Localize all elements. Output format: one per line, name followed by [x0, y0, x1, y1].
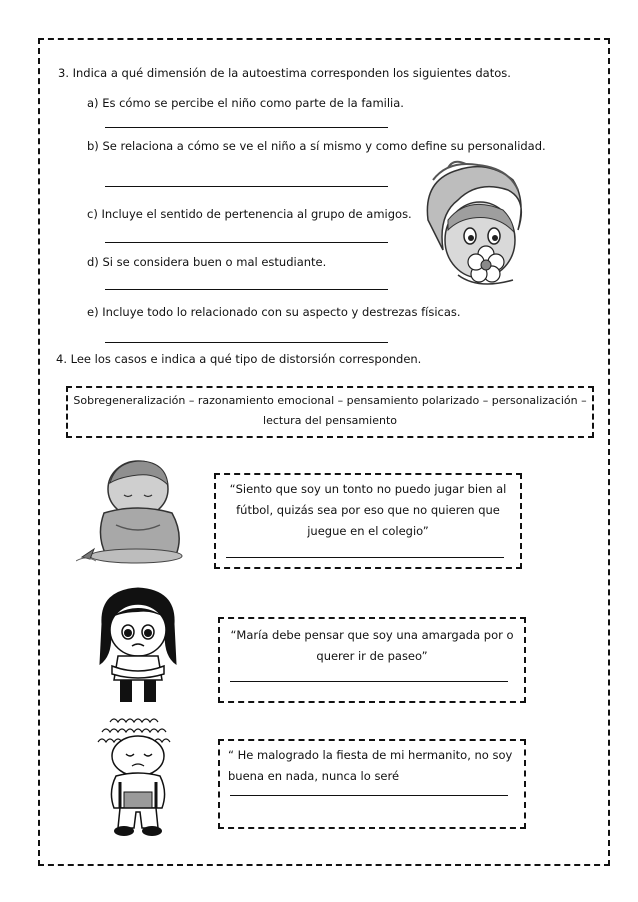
case-quote-2: “María debe pensar que soy una amargada por o querer ir de paseo”: [230, 628, 514, 663]
case-answer-line-1[interactable]: [226, 557, 504, 558]
question-3-title: 3. Indica a qué dimensión de la autoestima corresponden los siguientes datos.: [58, 66, 511, 80]
answer-line-c[interactable]: [105, 242, 388, 243]
case-answer-line-2[interactable]: [230, 681, 508, 682]
case-box-1: [214, 473, 522, 569]
case-quote-1: “Siento que soy un tonto no puedo jugar bien al fútbol, quizás sea por eso que no quieren que juegue en el colegio”: [229, 482, 507, 538]
question-3-item-b: b) Se relaciona a cómo se ve el niño a sí mismo y como define su personalidad.: [87, 139, 546, 153]
question-3-item-d: d) Si se considera buen o mal estudiante.: [87, 255, 327, 269]
case-box-2: [218, 617, 526, 703]
girl-crossed-arms-illustration: [92, 584, 184, 704]
answer-line-e[interactable]: [105, 342, 388, 343]
word-bank-line-2: lectura del pensamiento: [263, 414, 397, 427]
case-answer-line-3[interactable]: [230, 795, 508, 796]
crying-child-illustration: [90, 712, 186, 838]
case-quote-3: “ He malogrado la fiesta de mi hermanito, no soy buena en nada, nunca lo seré: [228, 748, 513, 783]
word-bank: [66, 386, 594, 438]
question-3-item-e: e) Incluye todo lo relacionado con su aspecto y destrezas físicas.: [87, 305, 461, 319]
answer-line-a[interactable]: [105, 127, 388, 128]
answer-line-b[interactable]: [105, 186, 388, 187]
question-3-item-a: a) Es cómo se percibe el niño como parte de la familia.: [87, 96, 404, 110]
case-box-3: [218, 739, 526, 829]
answer-line-d[interactable]: [105, 289, 388, 290]
word-bank-line-1: Sobregeneralización – razonamiento emocional – pensamiento polarizado – personalización –: [73, 394, 587, 407]
question-3-item-c: c) Incluye el sentido de pertenencia al grupo de amigos.: [87, 207, 412, 221]
question-4-title: 4. Lee los casos e indica a qué tipo de distorsión corresponden.: [56, 352, 422, 366]
sad-boy-illustration: [76, 455, 194, 567]
girl-with-flower-illustration: [418, 160, 528, 292]
